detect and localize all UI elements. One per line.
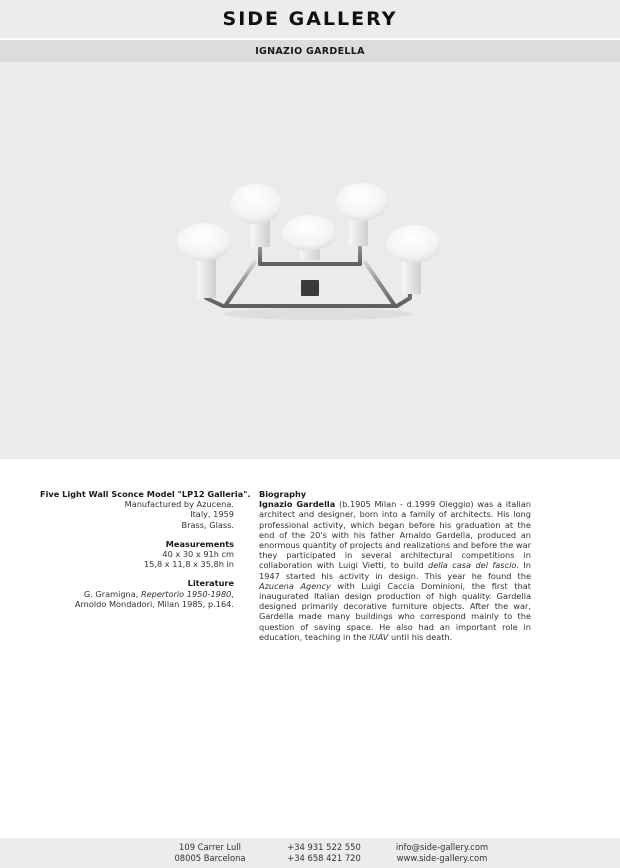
footer-phones	[283, 842, 365, 864]
biography-heading: Biography	[259, 489, 307, 499]
product-photo	[0, 62, 620, 459]
product-title: Five Light Wall Sconce Model "LP12 Galleria".	[40, 489, 251, 499]
footer-address	[170, 842, 250, 864]
designer-bar	[0, 40, 620, 62]
biography-part-4: until his death.	[388, 631, 453, 642]
measurements-cm: 40 x 30 x 91h cm	[162, 549, 234, 560]
glass-shades	[177, 183, 441, 263]
literature-line-2: Arnoldo Mondadori, Milan 1985, p.164.	[74, 598, 234, 609]
literature-line-1	[40, 589, 234, 599]
phone-1[interactable]: +34 931 522 550	[287, 842, 361, 852]
footer-contact	[393, 842, 491, 864]
biography-section	[259, 489, 531, 642]
literature-book-title: Repertorio 1950-1980	[140, 588, 232, 599]
footer-bar	[0, 838, 620, 868]
biography-name: Ignazio Gardella	[259, 499, 336, 510]
email-link[interactable]: info@side-gallery.com	[395, 842, 489, 852]
materials: Brass, Glass.	[181, 519, 234, 530]
address-line-2: 08005 Barcelona	[174, 853, 246, 863]
biography-part-2: . In 1947 started his activity in design. This year he found the	[259, 560, 531, 581]
biography-italic-3: IUAV	[369, 631, 389, 642]
header-bar	[0, 0, 620, 38]
literature-author: G. Gramigna,	[83, 588, 141, 599]
biography-italic-1: della casa del fascio	[428, 560, 517, 571]
biography-part-3: with Luigi Caccia Dominioni, the first that inaugurated Italian design production of high quality. Gardella designed primarily decorative furniture objects. After the war, Gardella made many buildings who correspond mainly to the question of saving space. He also had an important role in education, teaching in the	[259, 580, 532, 642]
biography-text	[259, 499, 531, 642]
manufacturer: Manufactured by Azucena.	[124, 499, 234, 510]
literature-separator: ,	[231, 588, 234, 599]
biography-italic-2: Azucena Agency	[259, 580, 331, 591]
brand-logo[interactable]: SIDE GALLERY	[222, 8, 398, 30]
biography-part-1: (b.1905 Milan - d.1999 Oleggio) was a italian architect and designer, born into a family of architects. His long professional activity, which began before his graduation at the end of the 20's with his father Arnaldo Gardella, produced an enormous quantity of projects and realizations and before the war they participated in several architectural competitions in collaboration with Luigi Vietti, to build	[259, 499, 531, 571]
wall-shadows	[223, 308, 413, 320]
wall-sconce-illustration	[0, 62, 620, 459]
designer-name: IGNAZIO GARDELLA	[255, 45, 365, 57]
website-link[interactable]: www.side-gallery.com	[396, 853, 488, 863]
measurements-in: 15,8 x 11,8 x 35,8h in	[143, 559, 234, 570]
origin: Italy, 1959	[190, 509, 234, 520]
literature-heading: Literature	[187, 578, 234, 589]
address-line-1: 109 Carrer Lull	[179, 842, 241, 852]
measurements-heading: Measurements	[165, 538, 234, 549]
product-details	[40, 489, 251, 609]
phone-2[interactable]: +34 658 421 720	[287, 853, 361, 863]
